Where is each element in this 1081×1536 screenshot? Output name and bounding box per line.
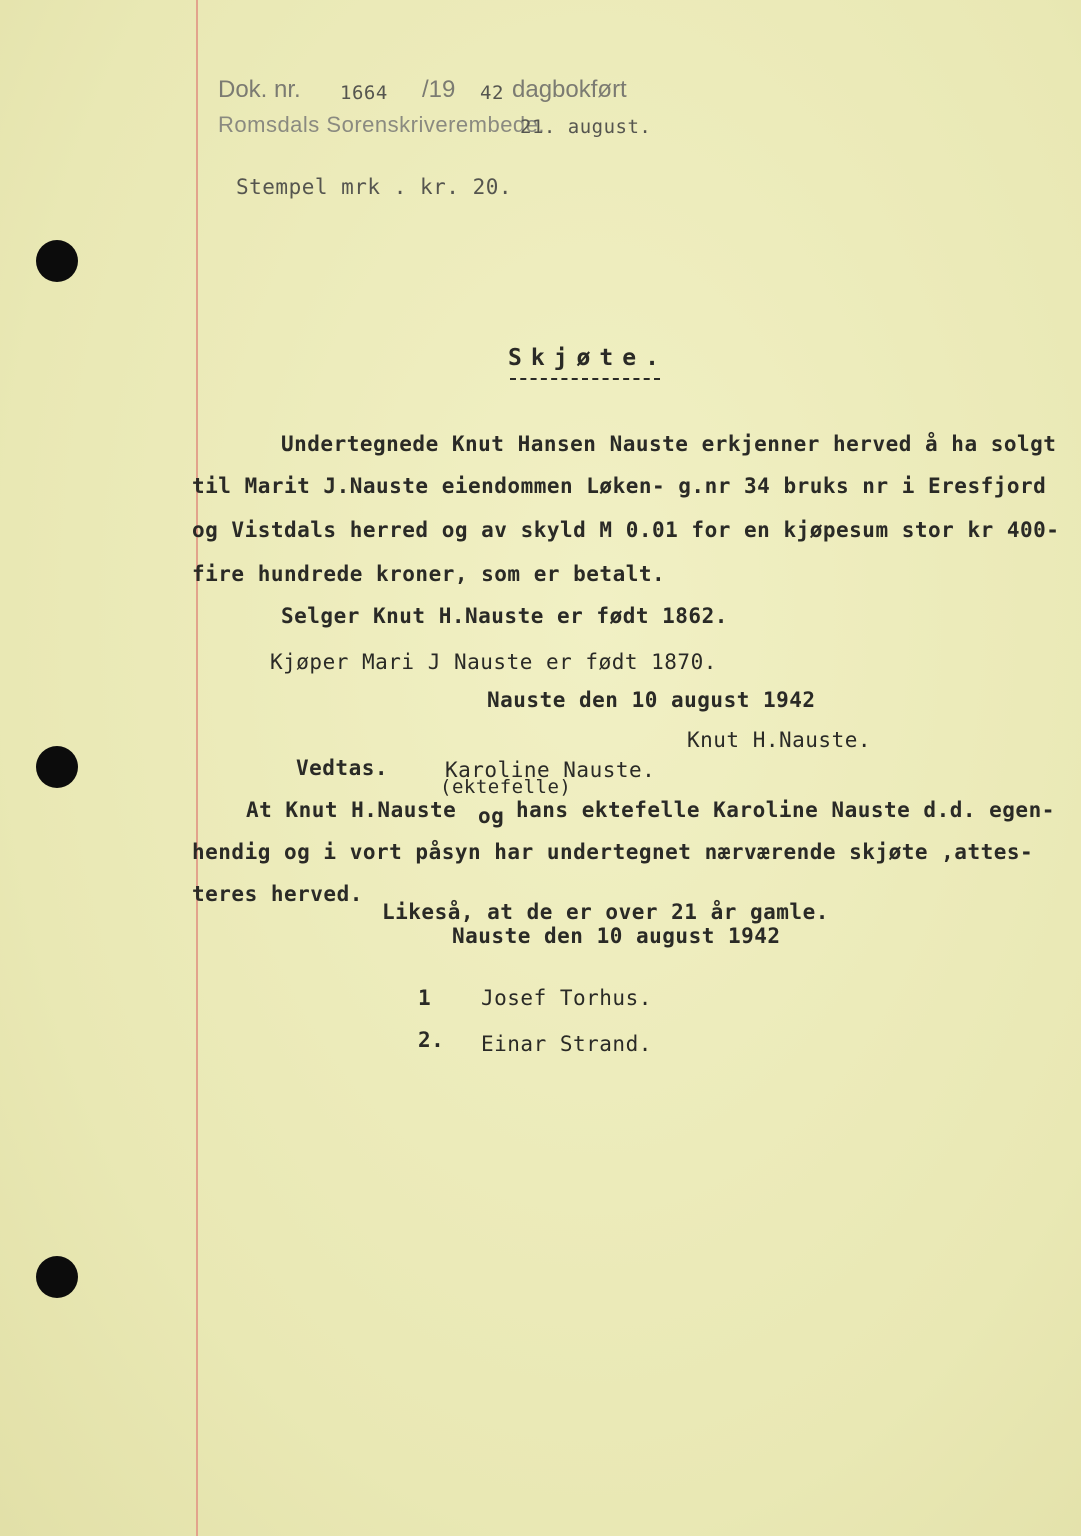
margin-line [196,0,198,1536]
doc-number: 1664 [340,82,388,104]
punch-hole [36,746,78,788]
body-line-4: fire hundrede kroner, som er betalt. [192,562,666,586]
signature-2-note: (ektefelle) [440,776,572,798]
punch-hole [36,1256,78,1298]
likesaa-line: Likeså, at de er over 21 år gamle. [382,900,829,924]
stempel-line: Stempel mrk . kr. 20. [236,175,513,199]
place-date-2: Nauste den 10 august 1942 [452,924,781,948]
attest-line-3: teres herved. [192,882,363,906]
attest-line-1c: hans ektefelle Karoline Nauste d.d. egen- [516,798,1055,822]
witness-name-1: Josef Torhus. [481,986,652,1010]
place-date-1: Nauste den 10 august 1942 [487,688,816,712]
witness-name-2: Einar Strand. [481,1032,652,1056]
body-line-2: til Marit J.Nauste eiendommen Løken- g.nr 34 bruks nr i Eresfjord [192,474,1047,498]
stamp-office: Romsdals Sorenskriverembede. [218,112,546,137]
stamp-word: dagbokført [512,76,627,103]
body-line-3: og Vistdals herred og av skyld M 0.01 for en kjøpesum stor kr 400- [192,518,1060,542]
witness-number-2: 2. [418,1028,445,1052]
attest-line-1b: og [478,804,505,828]
stamp-doc-label: Dok. nr. [218,76,301,103]
seller-line: Selger Knut H.Nauste er født 1862. [281,604,728,628]
attest-line-2: hendig og i vort påsyn har undertegnet nærværende skjøte ,attes- [192,840,1034,864]
stamp-date: 21. august. [520,116,652,138]
attest-line-1a: At Knut H.Nauste [246,798,457,822]
signature-2: Karoline Nauste. [445,758,656,782]
body-line-1: Undertegnede Knut Hansen Nauste erkjenner herved å ha solgt [281,432,1057,456]
witness-number-1: 1 [418,986,432,1010]
punch-hole [36,240,78,282]
title-underline [510,378,660,380]
document-title: Skjøte. [508,345,668,371]
vedtas-label: Vedtas. [296,756,389,780]
buyer-line: Kjøper Mari J Nauste er født 1870. [270,650,717,674]
signature-1: Knut H.Nauste. [687,728,872,752]
stamp-year: /19 [422,76,456,103]
year-suffix: 42 [480,82,504,104]
